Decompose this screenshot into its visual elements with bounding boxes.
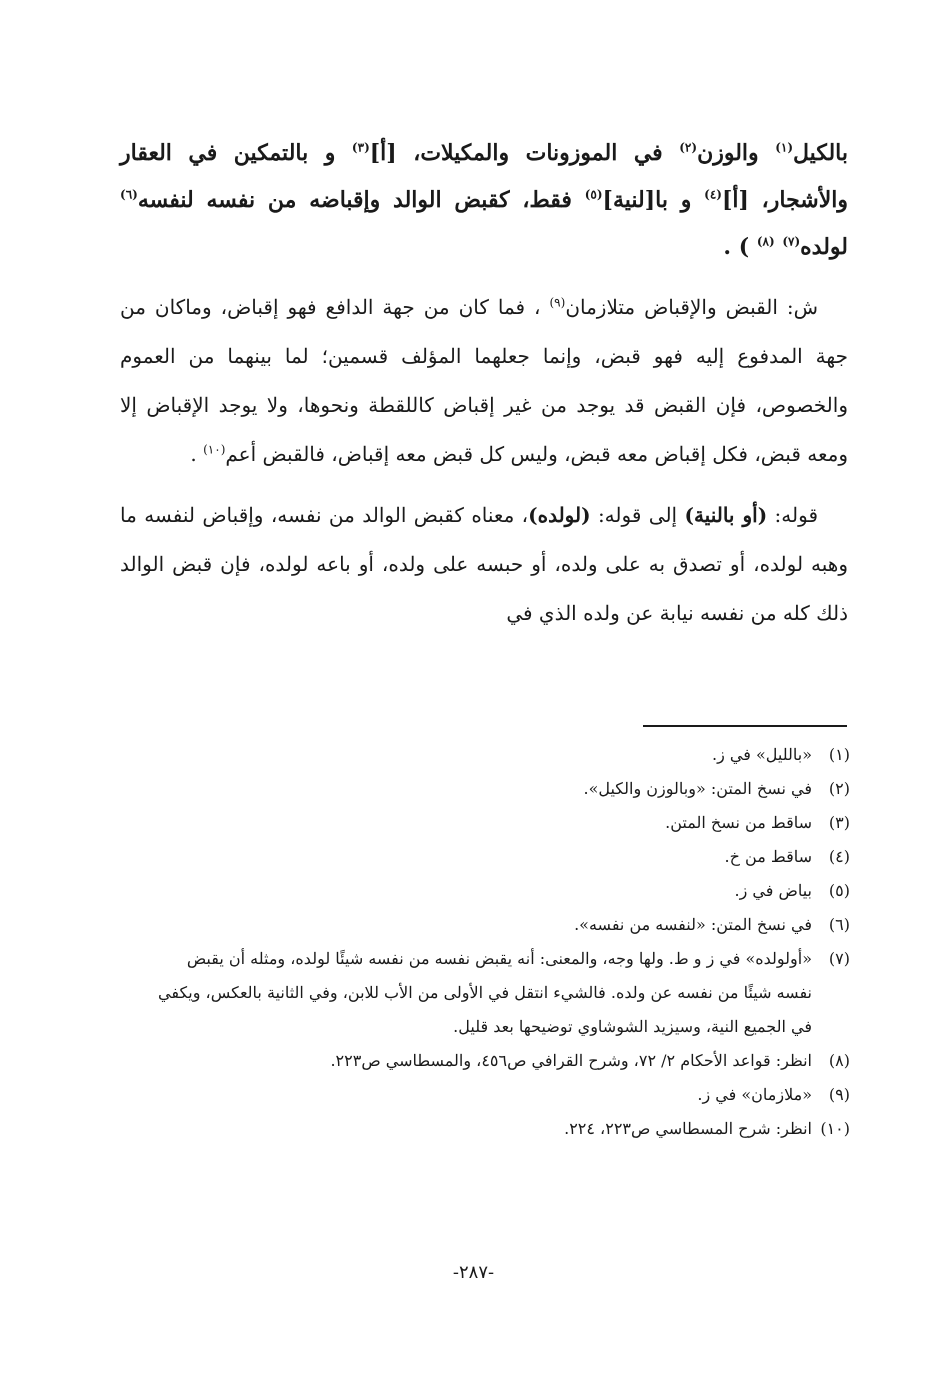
footnote-text: ساقط من خ.	[724, 847, 812, 866]
matn-text: والوزن	[697, 140, 776, 166]
main-text	[120, 130, 848, 650]
footnote-number: (١)	[828, 745, 850, 764]
footnotes	[150, 738, 850, 1146]
footnote-item	[150, 908, 850, 942]
footnote-number: (٩)	[828, 1085, 850, 1104]
footnote-number: (٣)	[828, 813, 850, 832]
footnote-text: ساقط من نسخ المتن.	[665, 813, 812, 832]
commentary-text: ، فما كان من جهة الدافع فهو إقباض، وماكان من جهة المدفوع إليه فهو قبض، وإنما جعلهما المؤلف قسمين؛ لما بينهما من العموم والخصوص، فإن القبض قد يوجد من غير إقباض كاللقطة ونحوها، ولا يوجد الإقباض إلا ومعه قبض، فكل إقباض معه قبض، وليس كل قبض معه إقباض، فالقبض أعم	[120, 295, 848, 466]
commentary-text: ش: القبض والإقباض متلازمان	[565, 295, 818, 319]
footnote-item	[150, 772, 850, 806]
footnote-text: «بالليل» في ز.	[712, 745, 812, 764]
quoted-phrase: (أو بالنية)	[684, 503, 768, 527]
footnote-text: «ملازمان» في ز.	[697, 1085, 812, 1104]
commentary-text: .	[190, 442, 204, 466]
footnote-ref: (٦)	[120, 187, 138, 202]
page-number: -٢٨٧-	[452, 1262, 495, 1283]
commentary-text: إلى قوله:	[590, 503, 685, 527]
footnote-ref: (١٠)	[203, 442, 226, 457]
footnote-number: (٧)	[828, 949, 850, 968]
footnote-ref: (٣)	[351, 140, 370, 155]
footnote-item	[150, 942, 850, 1044]
footnote-ref: (٩)	[549, 295, 566, 310]
matn-text: في الموزونات والمكيلات، [أ]	[369, 140, 680, 166]
footnote-text: انظر: شرح المسطاسي ص٢٢٣، ٢٢٤.	[564, 1119, 812, 1138]
commentary-text: قوله:	[767, 503, 819, 527]
commentary-paragraph	[120, 491, 848, 638]
matn-paragraph	[120, 130, 848, 271]
footnote-text: بياض في ز.	[734, 881, 812, 900]
footnote-ref: (٢)	[679, 140, 698, 155]
matn-text: لولده	[800, 234, 848, 260]
matn-text: و با[لنية]	[602, 187, 705, 213]
footnote-item	[150, 1078, 850, 1112]
footnote-ref: (٨)	[756, 234, 775, 249]
commentary-text: ، معناه كقبض الوالد من نفسه، وإقباض لنفسه ما وهبه لولده، أو تصدق به على ولده، أو حبسه على ولده، أو باعه لولده، فإن قبض الوالد ذلك كله من نفسه نيابة عن ولده الذي في	[120, 503, 848, 625]
footnote-number: (٢)	[828, 779, 850, 798]
quoted-phrase: (لولده)	[528, 503, 591, 527]
footnote-item	[150, 874, 850, 908]
footnote-item	[150, 840, 850, 874]
footnote-number: (٤)	[828, 847, 850, 866]
footnote-text: في نسخ المتن: «لنفسه من نفسه».	[574, 915, 812, 934]
footnote-ref: (١)	[775, 140, 794, 155]
matn-text: ) .	[723, 234, 757, 260]
footnote-item	[150, 738, 850, 772]
footnote-text: «أولولده» في ز و ط. ولها وجه، والمعنى: أنه يقبض نفسه من نفسه شيئًا لولده، ومثله أن يقبض نفسه شيئًا من نفسه عن ولده. فالشيء انتقل في الأولى من الأب للابن، وفي الثانية بالعكس، ويكفي في الجميع النية، وسيزيد الشوشاوي توضيحها بعد قليل.	[158, 949, 812, 1036]
matn-text: فقط، كقبض الوالد وإقباضه من نفسه لنفسه	[137, 187, 585, 213]
matn-text: بالكيل	[793, 140, 848, 166]
footnote-item	[150, 1112, 850, 1146]
footnote-ref: (٤)	[704, 187, 722, 202]
footnote-number: (١٠)	[820, 1119, 850, 1138]
footnote-item	[150, 1044, 850, 1078]
matn-text: و بالتمكين في العقار والأشجار، [أ]	[120, 140, 848, 213]
footnote-divider	[643, 725, 847, 727]
footnote-item	[150, 806, 850, 840]
footnote-text: في نسخ المتن: «وبالوزن والكيل».	[583, 779, 812, 798]
footnote-number: (٨)	[828, 1051, 850, 1070]
commentary-paragraph	[120, 283, 848, 479]
footnote-number: (٥)	[828, 881, 850, 900]
footnote-text: انظر: قواعد الأحكام ٢/ ٧٢، وشرح القرافي ص٤٥٦، والمسطاسي ص٢٢٣.	[330, 1051, 812, 1070]
footnote-number: (٦)	[828, 915, 850, 934]
footnote-ref: (٥)	[584, 187, 603, 202]
footnote-ref: (٧)	[782, 234, 801, 249]
